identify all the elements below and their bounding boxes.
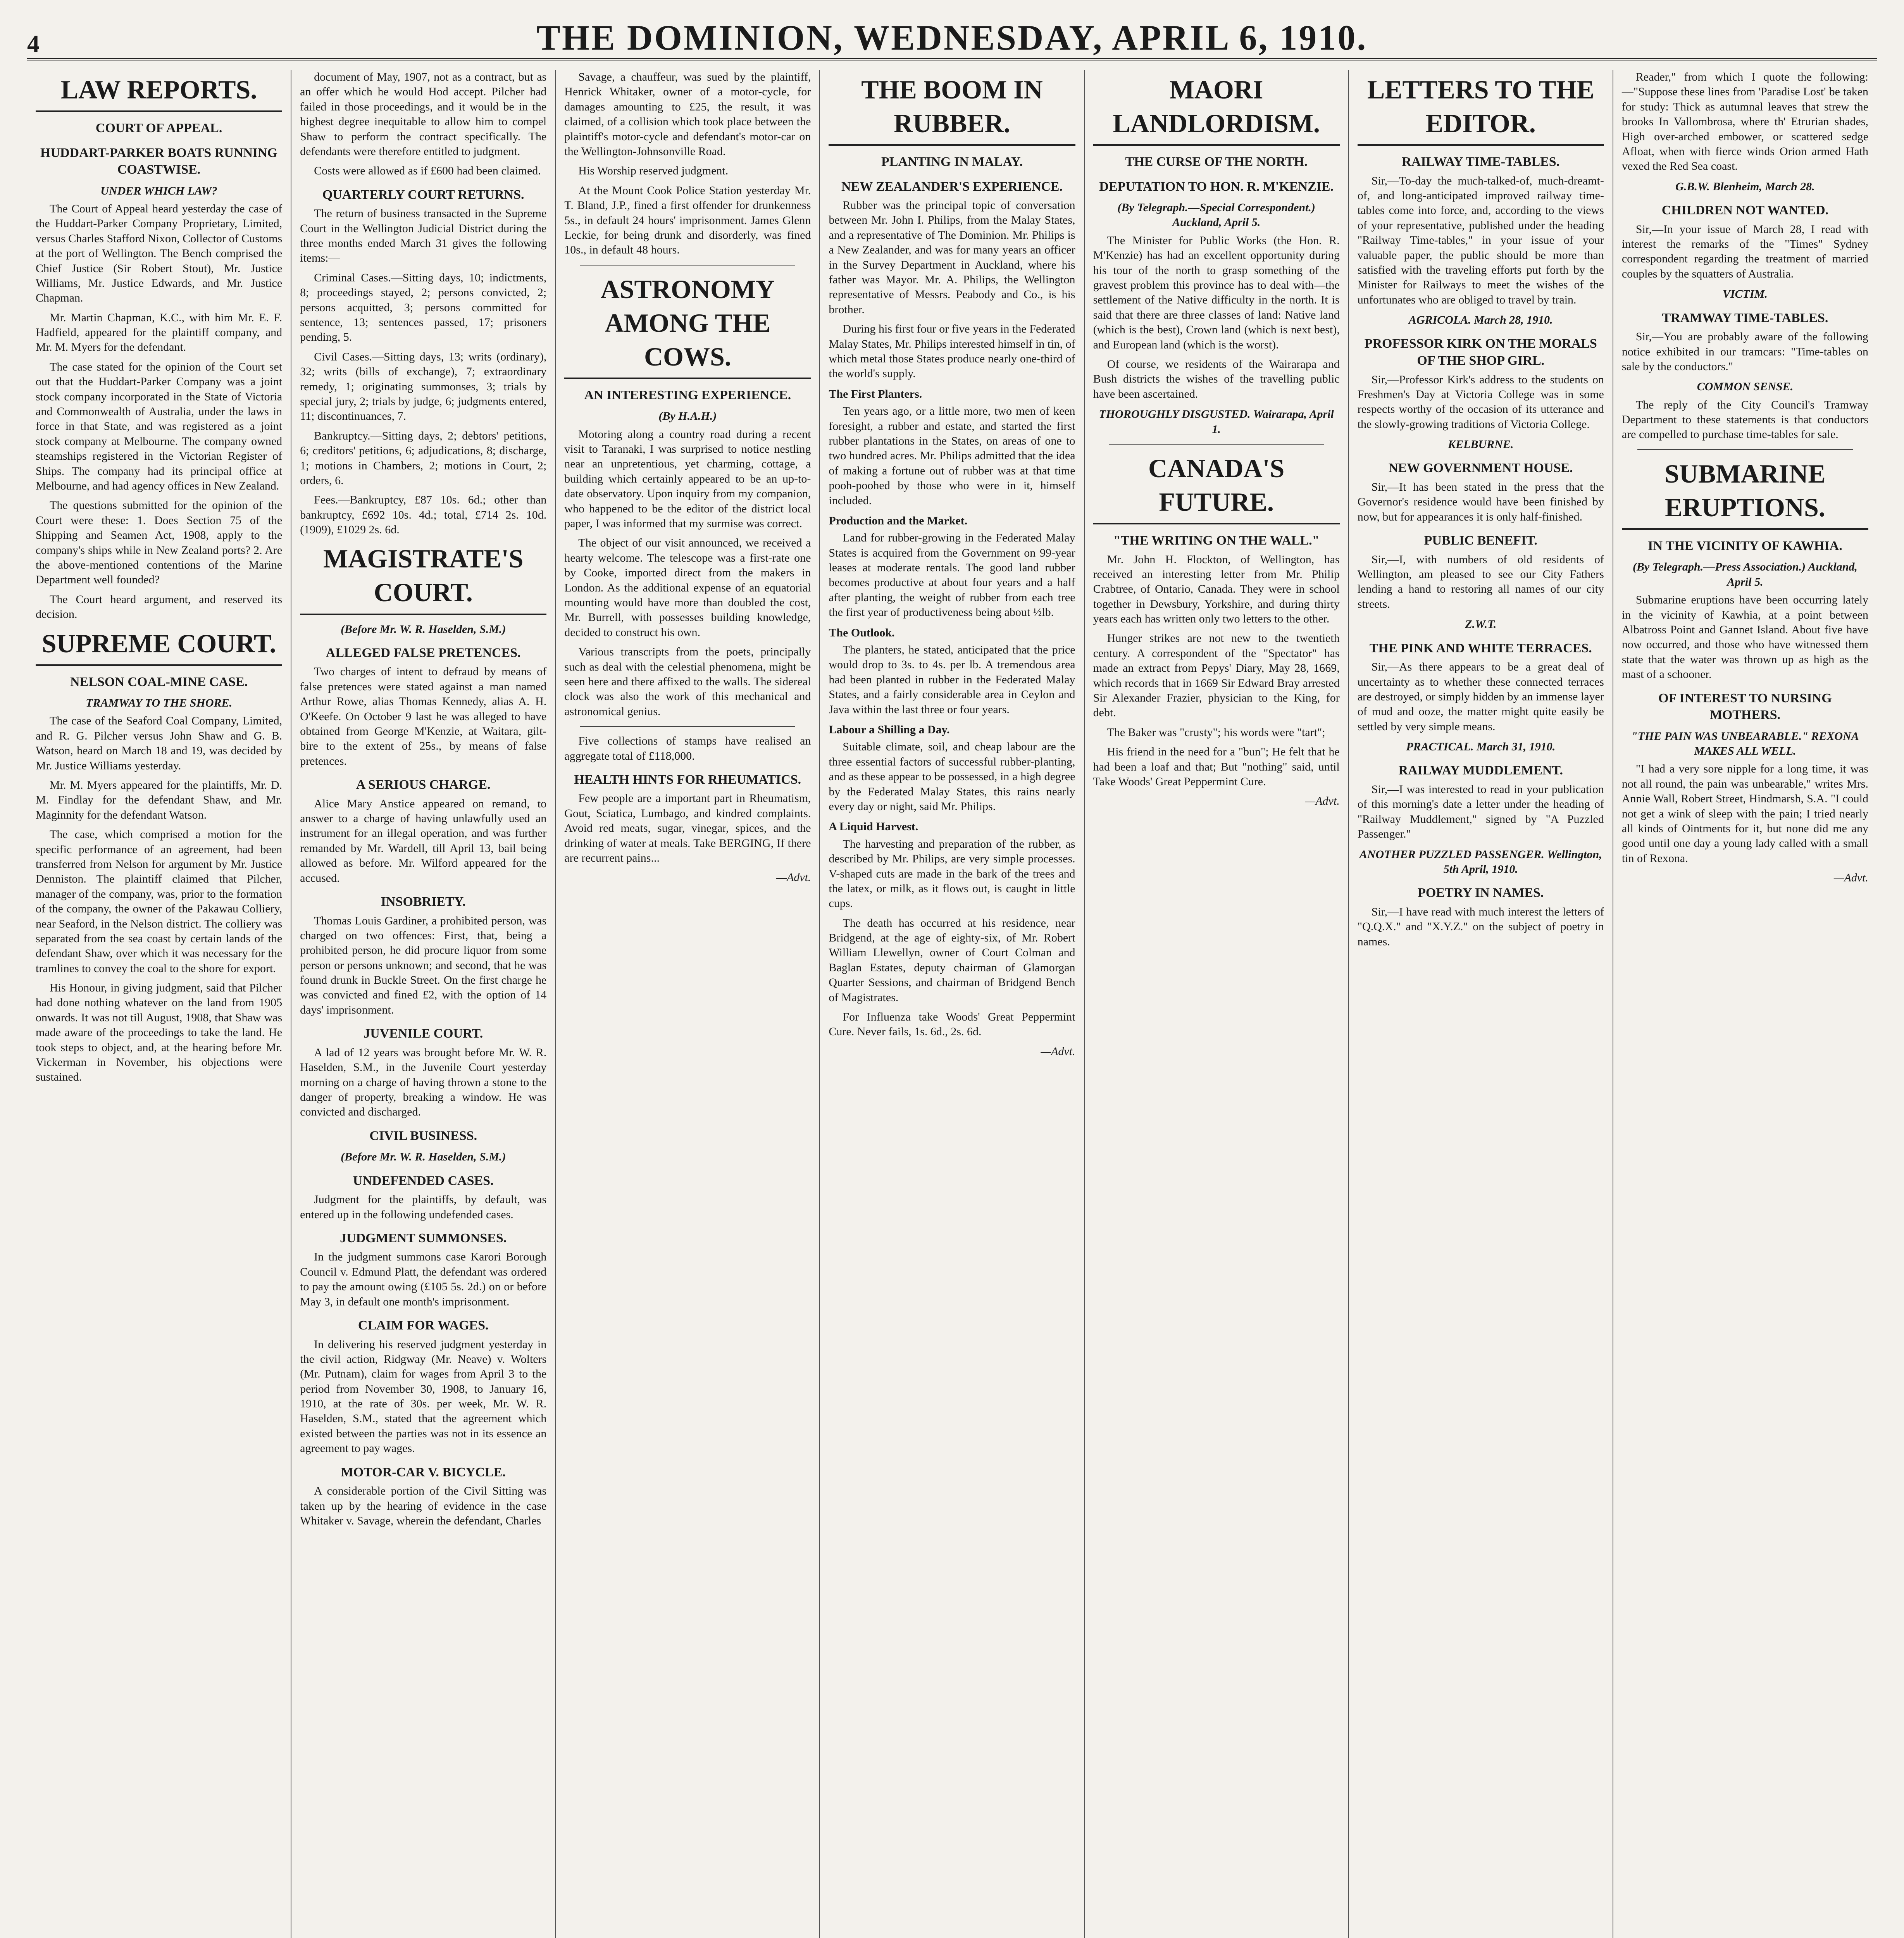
paragraph: Mr. John H. Flockton, of Wellington, has received an interesting letter from Mr. Philip Crabtree, of Ontario, Canada. They were in school together in Dewsbury, Yorkshire, and during thirty years each has written only two letters to the other. — [1093, 553, 1340, 626]
article-byline: (By Telegraph.—Special Correspondent.) Auckland, April 5. — [1117, 201, 1315, 229]
article-subheading: RAILWAY MUDDLEMENT. — [1398, 763, 1563, 778]
paragraph: Costs were allowed as if £600 had been claimed. — [314, 164, 541, 178]
article-subheading: IN THE VICINITY OF KAWHIA. — [1648, 538, 1842, 553]
article-subheading: PUBLIC BENEFIT. — [1424, 533, 1537, 548]
article-subheading: PLANTING IN MALAY. — [881, 155, 1023, 169]
article-byline: VICTIM. — [1722, 288, 1768, 301]
article-subheading: CHILDREN NOT WANTED. — [1661, 203, 1829, 218]
article-byline: COMMON SENSE. — [1697, 380, 1794, 393]
article-subheading: CIVIL BUSINESS. — [369, 1128, 477, 1143]
paragraph: At the Mount Cook Police Station yesterday Mr. T. Bland, J.P., fined a first offender for drunkenness 5s., in default 24 hours' imprisonment. James Glenn Leckie, for being drunk and disorderly, was fined 10s., in default 48 hours. — [564, 184, 811, 257]
column-rule — [580, 265, 795, 266]
paragraph: The object of our visit announced, we received a hearty welcome. The telescope was a first-rate one by Cooke, imported direct from the makers in London. As the additional expense of an equatorial mounting would have more than doubled the cost, Mr. Burrell, with possesses building knowledge, decided to construct his own. — [564, 536, 811, 639]
paragraph: His Worship reserved judgment. — [578, 164, 729, 178]
article-byline: G.B.W. Blenheim, March 28. — [1675, 180, 1815, 193]
article-subheading: PROFESSOR KIRK ON THE MORALS OF THE SHOP GIRL. — [1364, 336, 1597, 368]
paragraph: The harvesting and preparation of the rubber, as described by Mr. Philips, are very simple processes. V-shaped cuts are made in the bark of the trees and the latex, or milk, as it flows out, is caught in little cups. — [829, 837, 1075, 910]
article-subheading: POETRY IN NAMES. — [1418, 886, 1544, 900]
article-subheading: A SERIOUS CHARGE. — [356, 778, 491, 792]
advert-tag: —Advt. — [1041, 1045, 1075, 1058]
paragraph: The case stated for the opinion of the Court set out that the Huddart-Parker Company was a joint stock company incorporated in the State of Victoria and Commonwealth of Australia, under the laws in force in that State, and was registered as a joint stock company at Melbourne. The company owned steamships registered in the Victorian Register of Ships. The company had its principal office at Melbourne, and had agency offices in New Zealand. — [36, 360, 283, 492]
paragraph: Few people are a important part in Rheumatism, Gout, Sciatica, Lumbago, and kindred complaints. Avoid red meats, sugar, vinegar, spices, and the drinking of water at meals. Take BERGING, If there are recurrent pains... — [564, 792, 811, 864]
column-6 — [1349, 70, 1613, 1938]
paragraph: Motoring along a country road during a recent visit to Taranaki, I was surprised to notice nestling near an unpretentious, yet charming, cottage, a building which certainly appeared to be an up-to-date observatory. Upon inquiry from my companion, who happened to be the editor of the district local paper, I was informed that my surmise was correct. — [564, 428, 811, 530]
paragraph: Judgment for the plaintiffs, by default, was entered up in the following undefended cases. — [300, 1193, 547, 1221]
paragraph: The Court heard argument, and reserved its decision. — [36, 593, 283, 621]
paragraph: During his first four or five years in the Federated Malay States, Mr. Philips interested himself in tin, of which metal those States produce nearly one-third of the world's supply. — [829, 322, 1075, 380]
article-headline: ASTRONOMY AMONG THE COWS. — [564, 272, 811, 379]
paragraph: For Influenza take Woods' Great Peppermint Cure. Never fails, 1s. 6d., 2s. 6d. — [829, 1010, 1075, 1038]
paragraph: A considerable portion of the Civil Sitting was taken up by the hearing of evidence in the case Whitaker v. Savage, wherein the defendant, Charles — [300, 1485, 547, 1527]
article-headline: MAORI LANDLORDISM. — [1093, 73, 1340, 146]
paragraph: Of course, we residents of the Wairarapa and Bush districts the wishes of the travelling public have been ascertained. — [1093, 358, 1340, 400]
article-subheading: HEALTH HINTS FOR RHEUMATICS. — [574, 772, 801, 787]
paragraph: His Honour, in giving judgment, said that Pilcher had done nothing whatever on the land from 1905 onwards. It was not till August, 1908, that Shaw was made aware of the proceedings to take the land. He took steps to object, and, at the hearing before Mr. Vickerman in November, his objections were sustained. — [36, 981, 283, 1084]
article-byline: AGRICOLA. March 28, 1910. — [1408, 314, 1553, 327]
article-headline: SUPREME COURT. — [36, 627, 282, 666]
paragraph: The case of the Seaford Coal Company, Limited, and R. G. Pilcher versus John Shaw and G. B. Watson, heard on March 18 and 19, was decided by Mr. Justice Williams yesterday. — [36, 714, 283, 772]
article-subheading: ALLEGED FALSE PRETENCES. — [326, 645, 521, 660]
paragraph: Mr. Martin Chapman, K.C., with him Mr. E. F. Hadfield, appeared for the plaintiff company, and Mr. M. Myers for the defendant. — [36, 311, 283, 354]
article-headline: LETTERS TO THE EDITOR. — [1358, 73, 1604, 146]
article-byline: TRAMWAY TO THE SHORE. — [86, 697, 232, 710]
article-byline: UNDER WHICH LAW? — [100, 184, 217, 197]
section-heading: The Outlook. — [829, 626, 895, 639]
paragraph: The death has occurred at his residence, near Bridgend, at the age of eighty-six, of Mr. Robert William Llewellyn, owner of Court Colman and Baglan Estates, deputy chairman of Glamorgan Quarter Sessions, and chairman of Bridgend Bench of Magistrates. — [829, 916, 1075, 1004]
article-byline: PRACTICAL. March 31, 1910. — [1406, 740, 1556, 753]
paragraph: Five collections of stamps have realised an aggregate total of £118,000. — [564, 735, 811, 762]
paragraph: Sir,—To-day the much-talked-of, much-dreamt-of, and long-anticipated improved railway time-tables come into force, and, according to the views of your representative, published under the heading "Railway Time-tables," in your issue of your valuable paper, the public should be more than satisfied with the traveling efforts put forth by the Minister for Railways to meet the wishes of the unfortunates who are obliged to travel by train. — [1357, 174, 1604, 306]
paragraph: In the judgment summons case Karori Borough Council v. Edmund Platt, the defendant was ordered to pay the amount owing (£105 5s. 2d.) on or before May 3, in default one month's imprisonment. — [300, 1250, 547, 1308]
column-5 — [1085, 70, 1349, 1938]
article-subheading: NEW GOVERNMENT HOUSE. — [1388, 461, 1573, 476]
article-byline: "THE PAIN WAS UNBEARABLE." REXONA MAKES ALL WELL. — [1631, 729, 1859, 757]
article-subheading: COURT OF APPEAL. — [95, 121, 222, 136]
paragraph: The Minister for Public Works (the Hon. R. M'Kenzie) has had an excellent opportunity during his tour of the north to grasp something of the gravest problem this province has to deal with—the settlement of the Native difficulty in the north. It is said that there are three classes of land: Native land (which is the best), Crown land (which is next best), and European land (which is the worst). — [1093, 234, 1340, 351]
paragraph: Sir,—I was interested to read in your publication of this morning's date a letter under the heading of "Railway Muddlement," signed by "A Puzzled Passenger." — [1357, 783, 1604, 841]
paragraph: In delivering his reserved judgment yesterday in the civil action, Ridgway (Mr. Neave) v. Wolters (Mr. Putnam), claim for wages from April 3 to the period from November 30, 1908, to January 16, 1910, at the rate of 30s. per week, Mr. W. R. Haselden, S.M., stated that the agreement which existed between the parties was not in its essence an agreement to pay wages. — [300, 1338, 547, 1455]
paragraph: "I had a very sore nipple for a long time, it was not all round, the pain was unbearable," writes Mrs. Annie Wall, Robert Street, Hindmarsh, S.A. "I could not get a wink of sleep with the pain; I tried nearly all kinds of Ointments for it, but none did me any good until one day a young lady called with a small tin of Rexona. — [1621, 762, 1868, 865]
column-1 — [27, 70, 291, 1938]
article-byline: ANOTHER PUZZLED PASSENGER. Wellington, 5th April, 1910. — [1359, 848, 1602, 876]
article-subheading: QUARTERLY COURT RETURNS. — [322, 187, 524, 202]
section-heading: The First Planters. — [829, 387, 922, 400]
article-byline: (By Telegraph.—Press Association.) Auckland, April 5. — [1632, 560, 1857, 588]
article-subheading: UNDEFENDED CASES. — [353, 1173, 494, 1188]
article-subheading: JUVENILE COURT. — [364, 1026, 483, 1041]
paragraph: Two charges of intent to defraud by means of false pretences were stated against a man named Arthur Rowe, alias Thomas Kennedy, alias A. H. O'Keefe. On October 9 last he was alleged to have obtained from George M'Kenzie, at Waitara, gilt-bire to the extent of 25s., by means of false pretences. — [300, 665, 547, 767]
column-7 — [1613, 70, 1877, 1938]
article-subheading: HUDDART-PARKER BOATS RUNNING COASTWISE. — [40, 145, 278, 177]
article-subheading: THE PINK AND WHITE TERRACES. — [1369, 641, 1592, 655]
paragraph: Sir,—You are probably aware of the following notice exhibited in our tramcars: "Time-tables on sale by the conductors." — [1621, 330, 1868, 373]
column-rule — [580, 726, 795, 727]
section-heading: A Liquid Harvest. — [829, 820, 918, 833]
article-subheading: THE CURSE OF THE NORTH. — [1125, 155, 1308, 169]
paragraph: Thomas Louis Gardiner, a prohibited person, was charged on two offences: First, that, being a prohibited person, he did procure liquor from some person or persons unknown; and second, that he was found drunk in Buckle Street. On the first charge he was convicted and fined £2, with the option of 14 days' imprisonment. — [300, 914, 547, 1016]
article-byline: (Before Mr. W. R. Haselden, S.M.) — [341, 1150, 506, 1164]
article-subheading: JUDGMENT SUMMONSES. — [340, 1231, 507, 1245]
article-subheading: TRAMWAY TIME-TABLES. — [1662, 310, 1828, 325]
column-rule — [1637, 449, 1853, 450]
paragraph: Bankruptcy.—Sitting days, 2; debtors' petitions, 6; creditors' petitions, 6; adjudications, 8; discharge, 1; motions in Chambers, 2; motions in Court, 2; orders, 6. — [300, 429, 547, 487]
paragraph: Rubber was the principal topic of conversation between Mr. John I. Philips, from the Malay States, and a representative of The Dominion. Mr. Philips is a New Zealander, and was for many years an officer in the Survey Department in Auckland, where his father was Mayor. Mr. A. Philips, the Wellington representative of Messrs. Peabody and Co., is his brother. — [829, 199, 1075, 316]
paragraph: Suitable climate, soil, and cheap labour are the three essential factors of successful rubber-planting, and as these appear to be possessed, in a high degree by the Federated Malay States, this rains nearly every day or night, said Mr. Philips. — [829, 740, 1075, 813]
article-subheading: NELSON COAL-MINE CASE. — [70, 674, 248, 689]
paragraph: The return of business transacted in the Supreme Court in the Wellington Judicial District during the three months ended March 31 gives the following items:— — [300, 207, 547, 265]
page-number: 4 — [27, 30, 40, 57]
paragraph: The planters, he stated, anticipated that the price would drop to 3s. to 4s. per lb. A tremendous area had been planted in rubber in the Federated Malay States, and a fairly considerable area in Ceylon and Java within the last three or four years. — [829, 643, 1075, 716]
article-byline: (Before Mr. W. R. Haselden, S.M.) — [341, 622, 506, 636]
paragraph: Sir,—I have read with much interest the letters of "Q.Q.X." and "X.Y.Z." on the subject of poetry in names. — [1357, 905, 1604, 948]
paragraph: document of May, 1907, not as a contract, but as an offer which he would Hod accept. Pilcher had failed in those proceedings, and it would be in the highest degree inequitable to allow him to compel Shaw to perform the contract specifically. The defendants were therefore entitled to judgment. — [300, 71, 547, 158]
paragraph: Reader," from which I quote the following:—"Suppose these lines from 'Paradise Lost' be taken for study: Thick as autumnal leaves that strew the brooks In Vallombrosa, where th' Etrurian shades, High over-arched embower, or scattered sedge Afloat, when with fierce winds Orion armed Hath vexed the Red Sea coast. — [1621, 71, 1868, 173]
article-subheading: OF INTEREST TO NURSING MOTHERS. — [1658, 691, 1832, 722]
article-headline: THE BOOM IN RUBBER. — [829, 73, 1075, 146]
section-heading: Labour a Shilling a Day. — [829, 723, 950, 736]
paragraph: Sir,—Professor Kirk's address to the students on Freshmen's Day at Victoria College was in some respects worthy of the occasion of its utterance and the slowly-growing traditions of Victoria College. — [1357, 373, 1604, 431]
column-2 — [291, 70, 556, 1938]
section-heading: Production and the Market. — [829, 514, 968, 527]
paragraph: The questions submitted for the opinion of the Court were these: 1. Does Section 75 of the Shipping and Seamen Act, 1908, apply to the company's ships while in New Zealand ports? 2. Are the above-mentioned contentions of the Marine Department well founded? — [36, 499, 283, 586]
paragraph: A lad of 12 years was brought before Mr. W. R. Haselden, S.M., in the Juvenile Court yesterday morning on a charge of having thrown a stone to the danger of property, breaking a window. He was convicted and discharged. — [300, 1046, 547, 1119]
article-byline: Z.W.T. — [1465, 618, 1497, 631]
article-subheading: AN INTERESTING EXPERIENCE. — [584, 388, 791, 402]
paragraph: Fees.—Bankruptcy, £87 10s. 6d.; other than bankruptcy, £692 10s. 4d.; total, £714 2s. 10d. (1909), £1029 2s. 6d. — [300, 493, 547, 536]
column-rule — [1109, 444, 1324, 445]
column-3 — [556, 70, 820, 1938]
article-byline: THOROUGHLY DISGUSTED. Wairarapa, April 1. — [1099, 408, 1334, 436]
article-headline: SUBMARINE ERUPTIONS. — [1622, 457, 1868, 530]
paragraph: The Court of Appeal heard yesterday the case of the Huddart-Parker Company Proprietary, Limited, versus Charles Stafford Nixon, Collector of Customs at the port of Wellington. The Bench comprised the Chief Justice (Sir Robert Stout), Mr. Justice Williams, Mr. Justice Edwards, and Mr. Justice Chapman. — [36, 202, 283, 305]
paragraph: The Baker was "crusty"; his words were "tart"; — [1107, 726, 1325, 739]
paragraph: The case, which comprised a motion for the specific performance of an agreement, had been transferred from Nelson for argument by Mr. Justice Denniston. The plaintiff claimed that Pilcher, manager of the company, was, prior to the formation of the company, the owner of the Pakawau Colliery, near Seaford, in the Nelson district. The colliery was separated from the sea coast by certain lands of the defendant Shaw, over which it was necessary for the tramlines to convey the coal to the shore for export. — [36, 828, 283, 975]
paragraph: Hunger strikes are not new to the twentieth century. A correspondent of the "Spectator" has made an extract from Pepys' Diary, May 28, 1669, which records that in 1669 Sir Edward Bray arrested Sir Alexander Frazier, physician to the King, for debt. — [1093, 632, 1340, 719]
paragraph: Submarine eruptions have been occurring lately in the vicinity of Kawhia, at a point between Albatross Point and Gannet Island. About five have now occurred, and those who have witnessed them state that the water was thrown up as high as the mast of a schooner. — [1621, 593, 1868, 681]
article-subheading: INSOBRIETY. — [381, 895, 466, 909]
masthead — [27, 16, 1877, 60]
advert-tag: —Advt. — [776, 871, 811, 884]
article-subheading: CLAIM FOR WAGES. — [358, 1318, 489, 1333]
paragraph: Savage, a chauffeur, was sued by the plaintiff, Henrick Whitaker, owner of a motor-cycle, for damages amounting to £25, the result, it was claimed, of a collision which took place between the plaintiff's motor-cycle and defendant's motor-car on the Wellington-Johnsonville Road. — [564, 71, 811, 158]
article-subheading: DEPUTATION TO HON. R. M'KENZIE. — [1099, 179, 1334, 194]
paragraph: Sir,—In your issue of March 28, I read with interest the remarks of the "Times" Sydney correspondent regarding the treatment of married couples by the squatters of Australia. — [1621, 222, 1868, 280]
advert-tag: —Advt. — [1305, 795, 1340, 808]
paragraph: Ten years ago, or a little more, two men of keen foresight, a rubber and estate, and started the first rubber plantations in the States, on areas of one to two hundred acres. Mr. Philips admitted that the idea of making a fortune out of rubber was at that time pooh-poohed by those who were in it, himself included. — [829, 405, 1075, 507]
newspaper-title: THE DOMINION, WEDNESDAY, APRIL 6, 1910. — [536, 18, 1368, 57]
paragraph: Sir,—It has been stated in the press that the Governor's residence would have been finished by now, but for appearances it is only half-finished. — [1357, 480, 1604, 523]
column-4 — [820, 70, 1084, 1938]
article-subheading: NEW ZEALANDER'S EXPERIENCE. — [841, 179, 1063, 194]
paragraph: Sir,—As there appears to be a great deal of uncertainty as to whether these connected terraces are destroyed, or simply hidden by an immense layer of mud and ooze, the matter might quite easily be settled by very simple means. — [1357, 660, 1604, 733]
paragraph: The reply of the City Council's Tramway Department to these statements is that conductors are compelled to purchase time-tables for sale. — [1621, 398, 1868, 441]
paragraph: His friend in the need for a "bun"; He felt that he had been a loaf and that; But "nothing" said, until Take Woods' Great Peppermint Cure. — [1093, 745, 1340, 788]
paragraph: Criminal Cases.—Sitting days, 10; indictments, 8; proceedings stayed, 2; persons convicted, 2; persons acquitted, 3; persons committed for sentence, 13; sentences passed, 17; prisoners pending, 5. — [300, 271, 547, 344]
paragraph: Mr. M. Myers appeared for the plaintiffs, Mr. D. M. Findlay for the defendant Shaw, and Mr. Maginnity for the defendant Watson. — [36, 779, 283, 821]
article-subheading: MOTOR-CAR V. BICYCLE. — [341, 1465, 506, 1479]
article-byline: KELBURNE. — [1448, 438, 1514, 451]
paragraph: Civil Cases.—Sitting days, 13; writs (ordinary), 32; writs (bills of exchange), 7; extraordinary remedy, 1; originating summonses, 3; trials by special jury, 2; trials by judge, 6; judgments entered, 11; discontinuances, 7. — [300, 350, 547, 423]
paragraph: Land for rubber-growing in the Federated Malay States is acquired from the Government on 99-year leases at moderate rentals. The good land rubber becomes productive at about four years and a half after planting, the weight of rubber from each tree the first year of productiveness being about ½lb. — [829, 531, 1075, 619]
paragraph: Various transcripts from the poets, principally such as deal with the celestial phenomena, might be seen here and there affixed to the walls. The sidereal clock was also the work of this mechanical and astronomical genius. — [564, 645, 811, 718]
article-subheading: "THE WRITING ON THE WALL." — [1113, 533, 1320, 548]
article-headline: MAGISTRATE'S COURT. — [300, 542, 546, 615]
article-byline: (By H.A.H.) — [658, 410, 717, 423]
columns — [27, 70, 1877, 1938]
article-headline: CANADA'S FUTURE. — [1093, 452, 1340, 524]
article-subheading: RAILWAY TIME-TABLES. — [1402, 155, 1560, 169]
paragraph: Alice Mary Anstice appeared on remand, to answer to a charge of having unlawfully used an instrument for an illegal operation, and was further remanded by Mr. Wardell, till April 13, bail being allowed as before. Mr. Wilford appeared for the accused. — [300, 797, 547, 885]
advert-tag: —Advt. — [1833, 871, 1868, 885]
article-headline: LAW REPORTS. — [36, 73, 282, 112]
paragraph: Sir,—I, with numbers of old residents of Wellington, am pleased to see our City Fathers lending a hand to restoring all names of our city streets. — [1357, 553, 1604, 610]
